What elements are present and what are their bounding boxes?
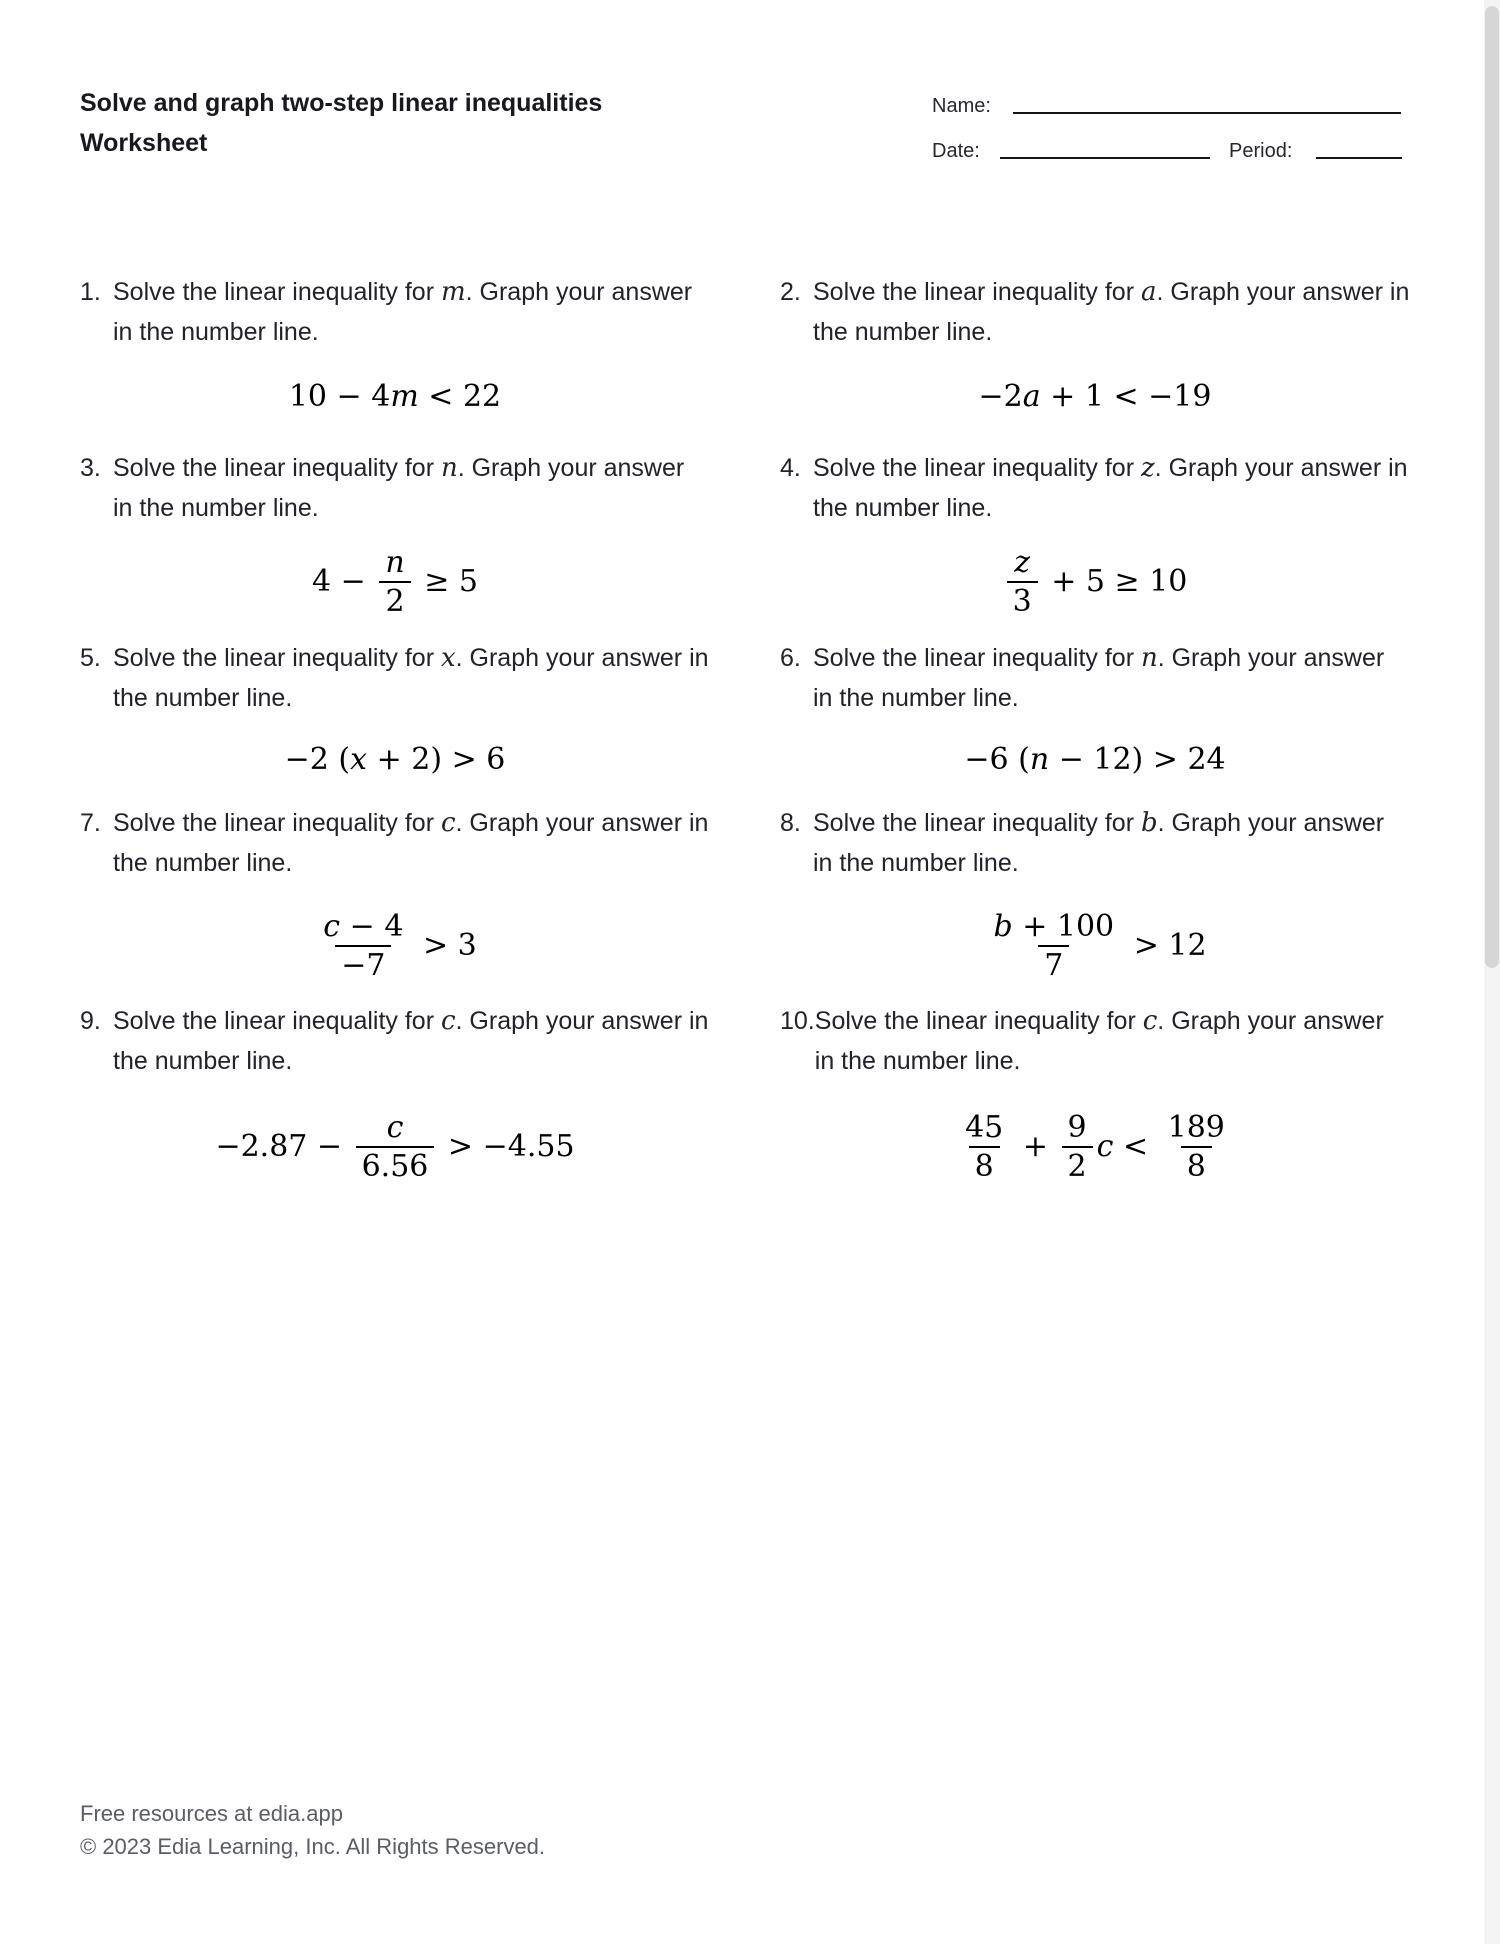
equation-2: −2 a + 1 < −19 [978, 379, 1212, 414]
problem-2-text: 2. Solve the linear inequality for a. Graph your answer in the number line. [780, 272, 1410, 352]
problem-variable: n [1140, 643, 1158, 673]
problem-number: 6. [780, 644, 801, 672]
problem-3-text: 3. Solve the linear inequality for n. Graph your answer in the number line. [80, 448, 710, 528]
problem-number: 9. [80, 1007, 101, 1035]
problem-9-text: 9. Solve the linear inequality for c. Graph your answer in the number line. [80, 1001, 710, 1081]
problem-variable: z [1140, 453, 1155, 483]
problem-number: 4. [780, 454, 801, 482]
problem-number: 1. [80, 278, 101, 306]
scrollbar-track[interactable] [1484, 0, 1500, 1944]
footer-copyright-text: © 2023 Edia Learning, Inc. All Rights Reserved. [80, 1834, 546, 1859]
period-label: Period: [1229, 140, 1293, 162]
page-title [80, 83, 602, 163]
footer-resources-text: Free resources at edia.app [80, 1801, 343, 1826]
problem-7 [80, 803, 710, 983]
problem-6 [780, 638, 1410, 782]
problem-number: 5. [80, 644, 101, 672]
equation-8: $\frac{b + 100}{7}$ > 12 [780, 909, 1410, 983]
fraction: $\frac{c}{6.56}$ [356, 1110, 435, 1184]
fraction: $\frac{z}{3}$ [1007, 545, 1038, 619]
problem-2 [780, 272, 1410, 419]
equation-4: $\frac{z}{3}$ + 5 ≥ 10 [780, 545, 1410, 619]
equation-1: 10 − 4 m < 22 [288, 379, 502, 414]
problem-1-text: 1. Solve the linear inequality for m. Graph your answer in the number line. [80, 272, 710, 352]
problem-variable: c [1142, 1006, 1158, 1036]
problem-10 [780, 1001, 1410, 1184]
date-label: Date: [932, 140, 980, 162]
problem-1 [80, 272, 710, 419]
fraction: $\frac{45}{8}$ [965, 1110, 1004, 1184]
problem-variable: a [1140, 277, 1157, 307]
equation-5: −2 ( x + 2) > 6 [284, 742, 506, 777]
fraction: $\frac{b + 100}{7}$ [993, 909, 1115, 983]
problem-variable: x [440, 643, 456, 673]
problem-3 [80, 448, 710, 619]
date-blank-line [1000, 157, 1210, 159]
problem-8 [780, 803, 1410, 983]
problem-number: 7. [80, 809, 101, 837]
problem-number: 8. [780, 809, 801, 837]
equation-3: 4 − $\frac{n}{2}$ ≥ 5 [312, 545, 478, 619]
fraction: $\frac{9}{2}$ [1062, 1110, 1093, 1184]
problem-7-text: 7. Solve the linear inequality for c. Graph your answer in the number line. [80, 803, 710, 883]
problem-4 [780, 448, 1410, 619]
problem-variable: c [440, 1006, 456, 1036]
problem-variable: b [1140, 808, 1158, 838]
problem-number: 2. [780, 278, 801, 306]
problem-5-text: 5. Solve the linear inequality for x. Graph your answer in the number line. [80, 638, 710, 718]
problem-variable: c [440, 808, 456, 838]
period-blank-line [1316, 157, 1402, 159]
fraction: $\frac{c - 4}{-7}$ [323, 909, 404, 983]
problem-number: 3. [80, 454, 101, 482]
title-line-1: Solve and graph two-step linear inequalities [80, 89, 603, 117]
title-line-2: Worksheet [80, 129, 208, 157]
equation-7: $\frac{c - 4}{-7}$ > 3 [80, 909, 710, 983]
equation-9: −2.87 − $\frac{c}{6.56}$ > −4.55 [215, 1110, 575, 1184]
problem-number: 10. [780, 1007, 815, 1035]
problem-6-text: 6. Solve the linear inequality for n. Graph your answer in the number line. [780, 638, 1410, 718]
scrollbar-thumb[interactable] [1485, 6, 1499, 968]
problem-10-text: 10. Solve the linear inequality for c. Graph your answer in the number line. [780, 1001, 1410, 1081]
page-footer [80, 1797, 545, 1863]
name-blank-line [1013, 112, 1401, 114]
equation-10: $\frac{45}{8}$ + $\frac{9}{2}$ c < $\frac{189}{8}$ [780, 1110, 1410, 1184]
problem-8-text: 8. Solve the linear inequality for b. Graph your answer in the number line. [780, 803, 1410, 883]
fraction: $\frac{189}{8}$ [1167, 1110, 1225, 1184]
problem-variable: m [440, 277, 466, 307]
problem-5 [80, 638, 710, 782]
name-label: Name: [932, 95, 991, 117]
problem-4-text: 4. Solve the linear inequality for z. Graph your answer in the number line. [780, 448, 1410, 528]
fraction: $\frac{n}{2}$ [379, 545, 410, 619]
problem-9 [80, 1001, 710, 1184]
problem-variable: n [440, 453, 458, 483]
equation-6: −6 ( n − 12) > 24 [964, 742, 1226, 777]
